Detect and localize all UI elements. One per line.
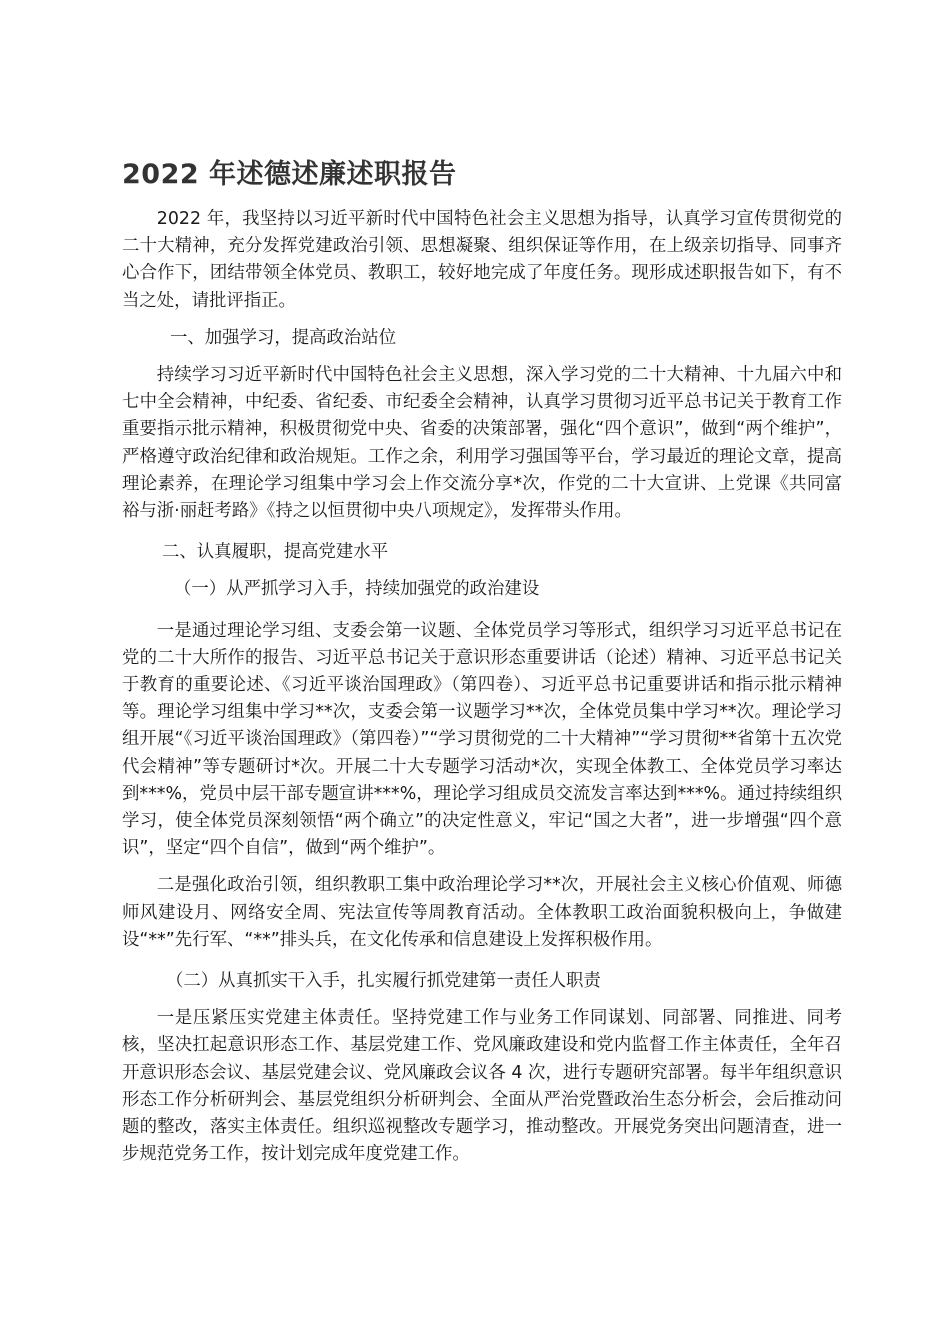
section-2-heading: 二、认真履职，提高党建水平 [162, 542, 389, 563]
section-1-heading: 一、加强学习，提高政治站位 [170, 327, 397, 348]
intro-paragraph: 2022 年，我坚持以习近平新时代中国特色社会主义思想为指导，认真学习宣传贯彻党的二十大精神，充分发挥党建政治引领、思想凝聚、组织保证等作用，在上级亲切指导、同事齐心合作下，团结带领全体党员、教职工，较好地完成了年度任务。现形成述职报告如下，有不当之处，请批评指正。 [122, 209, 842, 311]
document-body [122, 206, 842, 1169]
subsection-2-1-paragraph-2: 二是强化政治引领，组织教职工集中政治理论学习**次，开展社会主义核心价值观、师德师风建设月、网络安全周、宪法宣传等周教育活动。全体教职工政治面貌积极向上，争做建设“**”先行军、“**”排头兵，在文化传承和信息建设上发挥积极作用。 [122, 875, 842, 950]
document-title: 2022 年述德述廉述职报告 [122, 159, 457, 190]
subsection-2-1-paragraph-1: 一是通过理论学习组、支委会第一议题、全体党员学习等形式，组织学习习近平总书记在党的二十大所作的报告、习近平总书记关于意识形态重要讲话（论述）精神、习近平总书记关于教育的重要论述、《习近平谈治国理政》（第四卷）、习近平总书记重要讲话和指示批示精神等。理论学习组集中学习**次，支委会第一议题学习**次，全体党员集中学习**次。理论学习组开展“《习近平谈治国理政》（第四卷）”“学习贯彻党的二十大精神”“学习贯彻**省第十五次党代会精神”等专题研讨*次。开展二十大专题学习活动*次，实现全体教工、全体党员学习率达到***%，党员中层干部专题宣讲***%，理论学习组成员交流发言率达到***%。通过持续组织学习，使全体党员深刻领悟“两个确立”的决定性意义，牢记“国之大者”，进一步增强“四个意识”，坚定“四个自信”，做到“两个维护”。 [122, 620, 842, 859]
subsection-2-2-paragraph-1: 一是压紧压实党建主体责任。坚持党建工作与业务工作同谋划、同部署、同推进、同考核，坚决扛起意识形态工作、基层党建工作、党风廉政建设和党内监督工作主体责任，全年召开意识形态会议、基层党建会议、党风廉政会议各 4 次，进行专题研究部署。每半年组织意识形态工作分析研判会、基层党组织分析研判会、全面从严治党暨政治生态分析会，会后推动问题的整改，落实主体责任。组织巡视整改专题学习，推动整改。开展党务突出问题清查，进一步规范党务工作，按计划完成年度党建工作。 [122, 1008, 842, 1165]
section-1-paragraph: 持续学习习近平新时代中国特色社会主义思想，深入学习党的二十大精神、十九届六中和七中全会精神，中纪委、省纪委、市纪委全会精神，认真学习贯彻习近平总书记关于教育工作重要指示批示精神，积极贯彻党中央、省委的决策部署，强化“四个意识”，做到“两个维护”，严格遵守政治纪律和政治规矩。工作之余，利用学习强国等平台，学习最近的理论文章，提高理论素养，在理论学习组集中学习会上作交流分享*次，作党的二十大宣讲、上党课《共同富裕与浙·丽赶考路》《持之以恒贯彻中央八项规定》，发挥带头作用。 [122, 365, 842, 522]
subsection-2-1-heading: （一）从严抓学习入手，持续加强党的政治建设 [174, 579, 540, 600]
subsection-2-2-heading: （二）从真抓实干入手，扎实履行抓党建第一责任人职责 [166, 971, 601, 992]
